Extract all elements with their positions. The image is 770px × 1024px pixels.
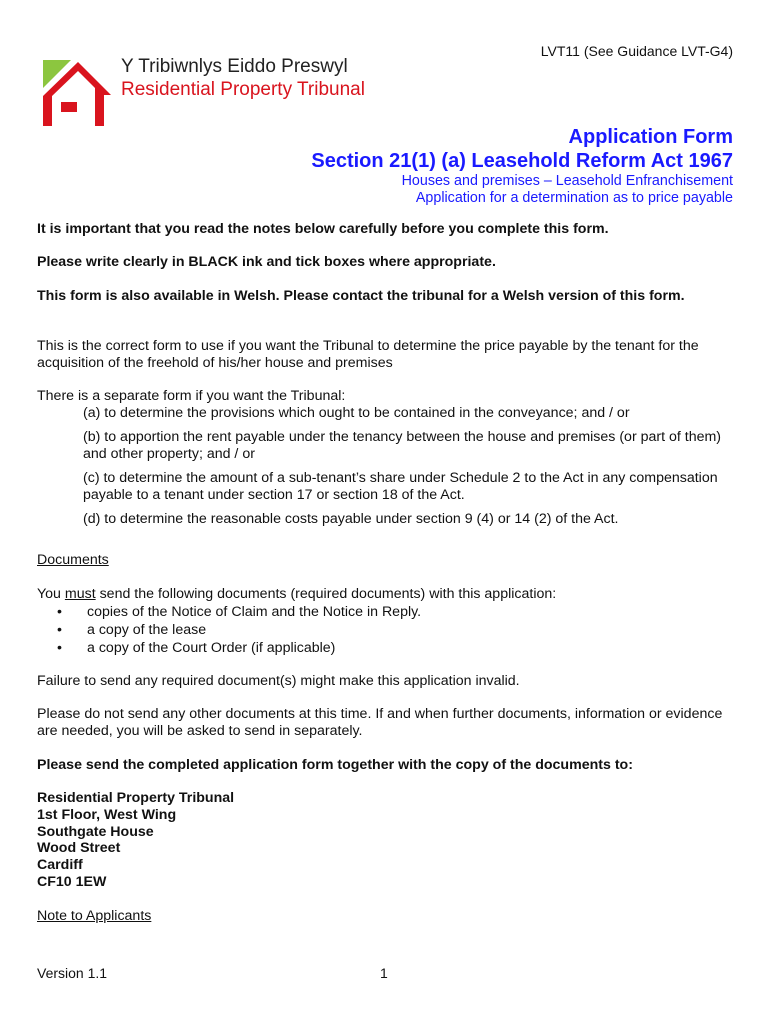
list-item: • a copy of the lease [57,622,207,638]
title-description-2: Application for a determination as to price payable [415,190,733,206]
correct-form-paragraph: This is the correct form to use if you want the Tribunal to determine the price payable by the tenant for the acquisition of the freehold of his/her house and premises [37,338,699,371]
note-to-applicants-heading: Note to Applicants [37,908,152,924]
separate-item-b: (b) to apportion the rent payable under the tenancy between the house and premises (or part of them) and other property; and / or [83,429,722,462]
logo-english-name: Residential Property Tribunal [121,79,365,100]
tribunal-logo [41,56,371,128]
documents-heading: Documents [37,552,109,568]
documents-intro: You must send the following documents (required documents) with this application: [37,586,557,602]
bullet-icon: • [57,622,62,638]
bullet-icon: • [57,640,62,656]
version-label: Version 1.1 [37,965,108,981]
separate-item-c: (c) to determine the amount of a sub-tenant’s share under Schedule 2 to the Act in any compensation payable to a tenant under section 17 or section 18 of the Act. [83,470,718,503]
postal-address [37,790,234,891]
house-logo-icon [41,58,111,128]
separate-item-d: (d) to determine the reasonable costs payable under section 9 (4) or 14 (2) of the Act. [83,511,619,527]
welsh-version-notice: This form is also available in Welsh. Please contact the tribunal for a Welsh version of this form. [37,288,685,304]
bullet-icon: • [57,604,62,620]
address-line: Residential Property Tribunal [37,790,235,806]
address-line: Wood Street [37,840,121,857]
important-notice: It is important that you read the notes below carefully before you complete this form. [37,221,609,237]
address-line: Southgate House [37,823,154,840]
address-line: 1st Floor, West Wing [37,806,177,823]
page-subtitle: Section 21(1) (a) Leasehold Reform Act 1967 [311,150,733,172]
no-other-documents: Please do not send any other documents at this time. If and when further documents, information or evidence are needed, you will be asked to send in separately. [37,706,723,739]
list-item: • a copy of the Court Order (if applicable) [57,640,336,656]
address-line: Cardiff [37,857,83,874]
page-title: Application Form [568,126,733,148]
send-to-instruction: Please send the completed application form together with the copy of the documents to: [37,757,633,773]
write-clearly-notice: Please write clearly in BLACK ink and tick boxes where appropriate. [37,254,496,270]
separate-item-a: (a) to determine the provisions which ought to be contained in the conveyance; and / or [83,405,630,421]
form-reference: LVT11 (See Guidance LVT-G4) [540,43,733,59]
title-description-1: Houses and premises – Leasehold Enfranchisement [401,173,733,189]
failure-warning: Failure to send any required document(s) might make this application invalid. [37,673,520,689]
separate-form-intro: There is a separate form if you want the Tribunal: [37,388,346,404]
address-line: CF10 1EW [37,873,107,890]
list-item: • copies of the Notice of Claim and the Notice in Reply. [57,604,422,620]
title-block [311,125,733,207]
logo-welsh-name: Y Tribiwnlys Eiddo Preswyl [121,56,348,77]
page-number: 1 [380,965,388,981]
